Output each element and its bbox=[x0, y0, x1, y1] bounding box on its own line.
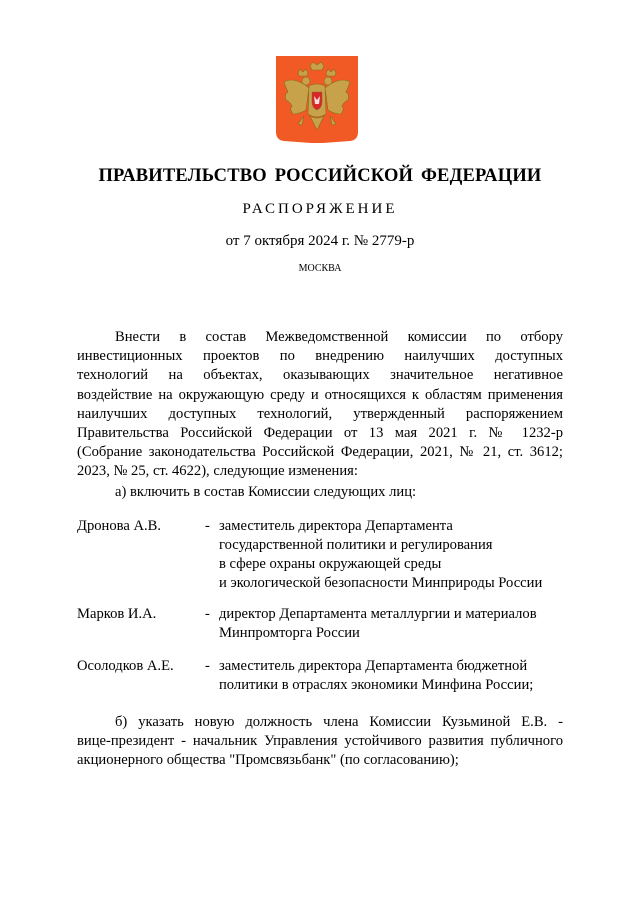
member-dash: - bbox=[205, 606, 210, 622]
item-b-paragraph bbox=[77, 713, 563, 771]
main-paragraph bbox=[77, 328, 563, 482]
role-line: государственной политики и регулирования bbox=[219, 537, 493, 553]
paragraph-line: акционерного общества "Промсвязьбанк" (по согласованию); bbox=[77, 752, 459, 769]
document-type: РАСПОРЯЖЕНИЕ bbox=[242, 201, 398, 217]
document-date-number: от 7 октября 2024 г. № 2779-р bbox=[225, 233, 415, 249]
member-role bbox=[219, 605, 579, 643]
paragraph-line: (Собрание законодательства Российской Федерации, 2021, № 21, ст. 3612; bbox=[77, 444, 563, 461]
member-name: Марков И.А. bbox=[77, 606, 157, 622]
role-line: заместитель директора Департамента бюджетной bbox=[219, 658, 528, 674]
member-role bbox=[219, 657, 579, 695]
member-role bbox=[219, 517, 579, 593]
role-line: заместитель директора Департамента bbox=[219, 518, 453, 534]
paragraph-line: наилучших доступных технологий, утвержденный распоряжением bbox=[77, 405, 563, 422]
member-name: Дронова А.В. bbox=[77, 518, 162, 534]
paragraph-line: инвестиционных проектов по внедрению наилучших доступных bbox=[77, 348, 563, 365]
document-city: МОСКВА bbox=[298, 263, 342, 274]
paragraph-line: воздействие на окружающую среду и относящихся к областям применения bbox=[77, 386, 563, 403]
role-line: в сфере охраны окружающей среды bbox=[219, 556, 442, 572]
role-line: и экологической безопасности Минприроды России bbox=[219, 575, 543, 591]
member-dash: - bbox=[205, 518, 210, 534]
paragraph-line: б) указать новую должность члена Комиссии Кузьминой Е.В. - bbox=[115, 714, 563, 730]
paragraph-line: 2023, № 25, ст. 4622), следующие изменения: bbox=[77, 463, 358, 480]
member-dash: - bbox=[205, 658, 210, 674]
item-a-text: а) включить в состав Комиссии следующих лиц: bbox=[115, 484, 417, 500]
paragraph-line: вице-президент - начальник Управления устойчивого развития публичного bbox=[77, 733, 563, 750]
role-line: директор Департамента металлургии и материалов bbox=[219, 606, 537, 622]
paragraph-line: технологий на объектах, оказывающих значительное негативное bbox=[77, 367, 563, 384]
paragraph-line: Правительства Российской Федерации от 13 мая 2021 г. № 1232-р bbox=[77, 425, 563, 442]
role-line: Минпромторга России bbox=[219, 625, 360, 641]
russian-coat-of-arms-icon bbox=[276, 56, 358, 143]
government-title: ПРАВИТЕЛЬСТВО РОССИЙСКОЙ ФЕДЕРАЦИИ bbox=[98, 166, 542, 186]
paragraph-line: Внести в состав Межведомственной комиссии по отбору bbox=[115, 329, 563, 345]
member-name: Осолодков А.Е. bbox=[77, 658, 174, 674]
role-line: политики в отраслях экономики Минфина России; bbox=[219, 677, 534, 693]
